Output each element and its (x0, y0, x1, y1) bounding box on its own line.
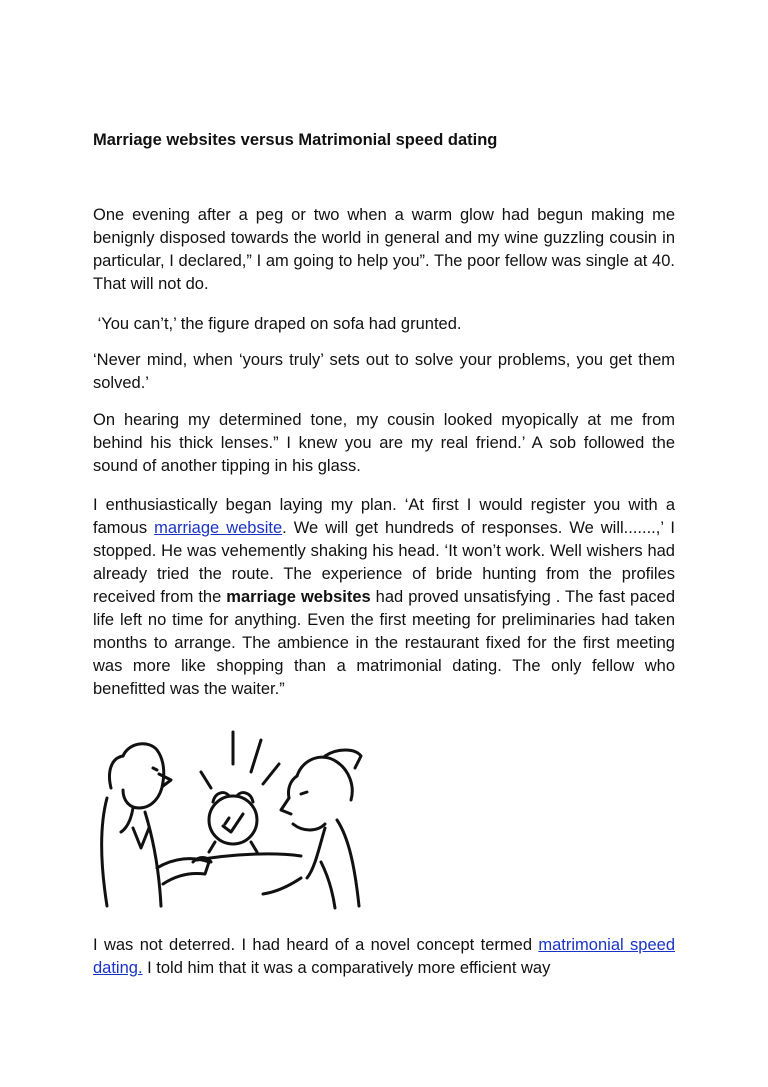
speed-dating-illustration (93, 728, 365, 914)
paragraph-cousin-reply: ‘You can’t,’ the figure draped on sofa had grunted. (93, 315, 462, 333)
marriage-website-link[interactable]: marriage website (154, 519, 283, 537)
paragraph-never-mind: ‘Never mind, when ‘yours truly’ sets out to solve your problems, you get them solved.’ (93, 351, 675, 392)
speed-dating-text-a: I was not deterred. I had heard of a novel concept termed (93, 936, 539, 954)
plan-text-c: had proved unsatisfying . The fast paced life left no time for anything. Even the first meeting for preliminaries had taken months to arrange. The ambience in the restaurant fixed for the first meeting was more like shopping than a matrimonial dating. The only fellow who benefitted was the waiter.” (93, 588, 675, 698)
matrimonial-speed-dating-link[interactable]: matrimonial speed dating. (93, 936, 676, 977)
paragraph-determined-tone: On hearing my determined tone, my cousin looked myopically at me from behind his thick lenses.” I knew you are my real friend.’ A sob followed the sound of another tipping in his glass. (93, 411, 675, 475)
document-title: Marriage websites versus Matrimonial speed dating (93, 131, 498, 149)
paragraph-opening: One evening after a peg or two when a warm glow had begun making me benignly disposed towards the world in general and my wine guzzling cousin in particular, I declared,” I am going to help you”. The poor fellow was single at 40. That will not do. (93, 206, 675, 293)
paragraph-plan (93, 494, 675, 701)
marriage-websites-bold: marriage websites (226, 588, 371, 606)
speed-dating-text-b: I told him that it was a comparatively more efficient way (142, 959, 551, 977)
plan-text-b: . We will get hundreds of responses. We will.......,’ I stopped. He was vehemently shaking his head. ‘It won’t work. Well wishers had already tried the route. The experience of bride hunting from the profiles received from the (93, 519, 675, 606)
paragraph-speed-dating (93, 934, 675, 980)
plan-text-a: I enthusiastically began laying my plan. ‘At first I would register you with a famous (93, 496, 675, 537)
